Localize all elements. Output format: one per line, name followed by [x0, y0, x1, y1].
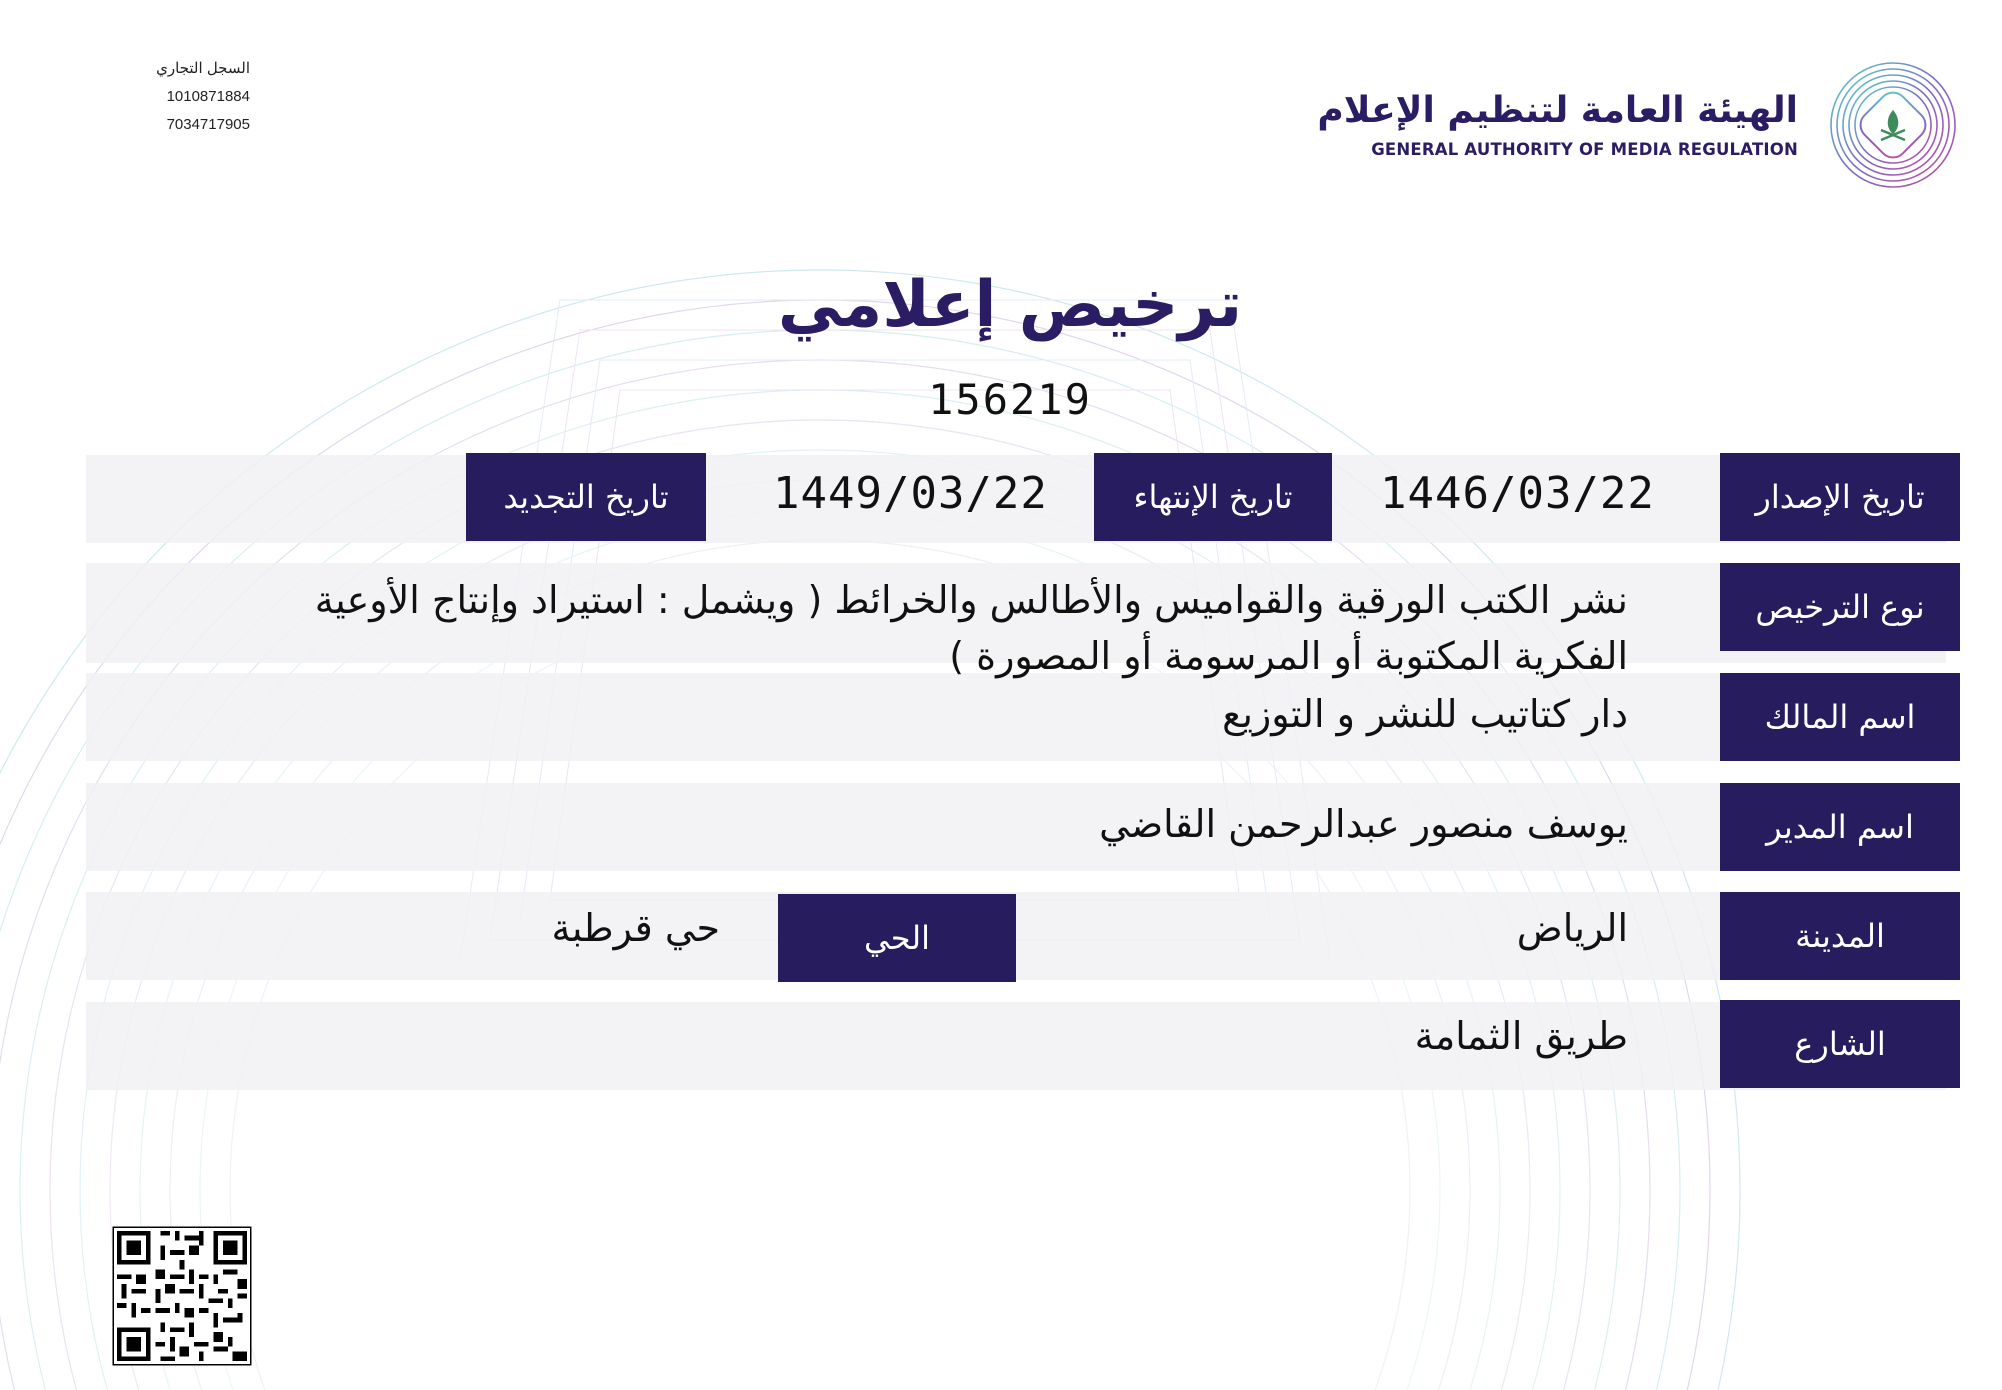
- registry-number-1: 1010871884: [166, 88, 250, 105]
- district-value: حي قرطبة: [551, 906, 720, 950]
- registry-label: السجل التجاري: [156, 60, 250, 77]
- authority-name-arabic: الهيئة العامة لتنظيم الإعلام: [1317, 90, 1798, 131]
- street-label: الشارع: [1720, 1000, 1960, 1088]
- city-label: المدينة: [1720, 892, 1960, 980]
- license-type-label: نوع الترخيص: [1720, 563, 1960, 651]
- commercial-registry: [120, 55, 250, 139]
- city-value: الرياض: [1516, 906, 1628, 950]
- expiry-date-value: 1449/03/22: [773, 468, 1048, 519]
- row-city: [86, 892, 1946, 980]
- manager-label: اسم المدير: [1720, 783, 1960, 871]
- qr-code-icon: [112, 1226, 252, 1366]
- registry-number-2: 7034717905: [166, 116, 250, 133]
- row-owner: [86, 673, 1946, 761]
- owner-label: اسم المالك: [1720, 673, 1960, 761]
- district-label: الحي: [778, 894, 1016, 982]
- renewal-date-label: تاريخ التجديد: [466, 453, 706, 541]
- license-type-value: نشر الكتب الورقية والقواميس والأطالس والخرائط ( ويشمل : استيراد وإنتاج الأوعية الفكرية المكتوبة أو المرسومة أو المصورة ): [314, 578, 1628, 678]
- manager-value: يوسف منصور عبدالرحمن القاضي: [1099, 802, 1628, 846]
- row-manager: [86, 783, 1946, 871]
- owner-value: دار كتاتيب للنشر و التوزيع: [1222, 692, 1628, 736]
- expiry-date-label: تاريخ الإنتهاء: [1094, 453, 1332, 541]
- authority-name-english: GENERAL AUTHORITY OF MEDIA REGULATION: [1371, 140, 1798, 159]
- issue-date-value: 1446/03/22: [1380, 468, 1655, 519]
- issue-date-label: تاريخ الإصدار: [1720, 453, 1960, 541]
- license-number: 156219: [928, 375, 1092, 424]
- street-value: طريق الثمامة: [1414, 1014, 1628, 1058]
- authority-logo-icon: [1826, 58, 1960, 192]
- row-street: [86, 1002, 1946, 1090]
- document-title: ترخيص إعلامي: [777, 268, 1243, 342]
